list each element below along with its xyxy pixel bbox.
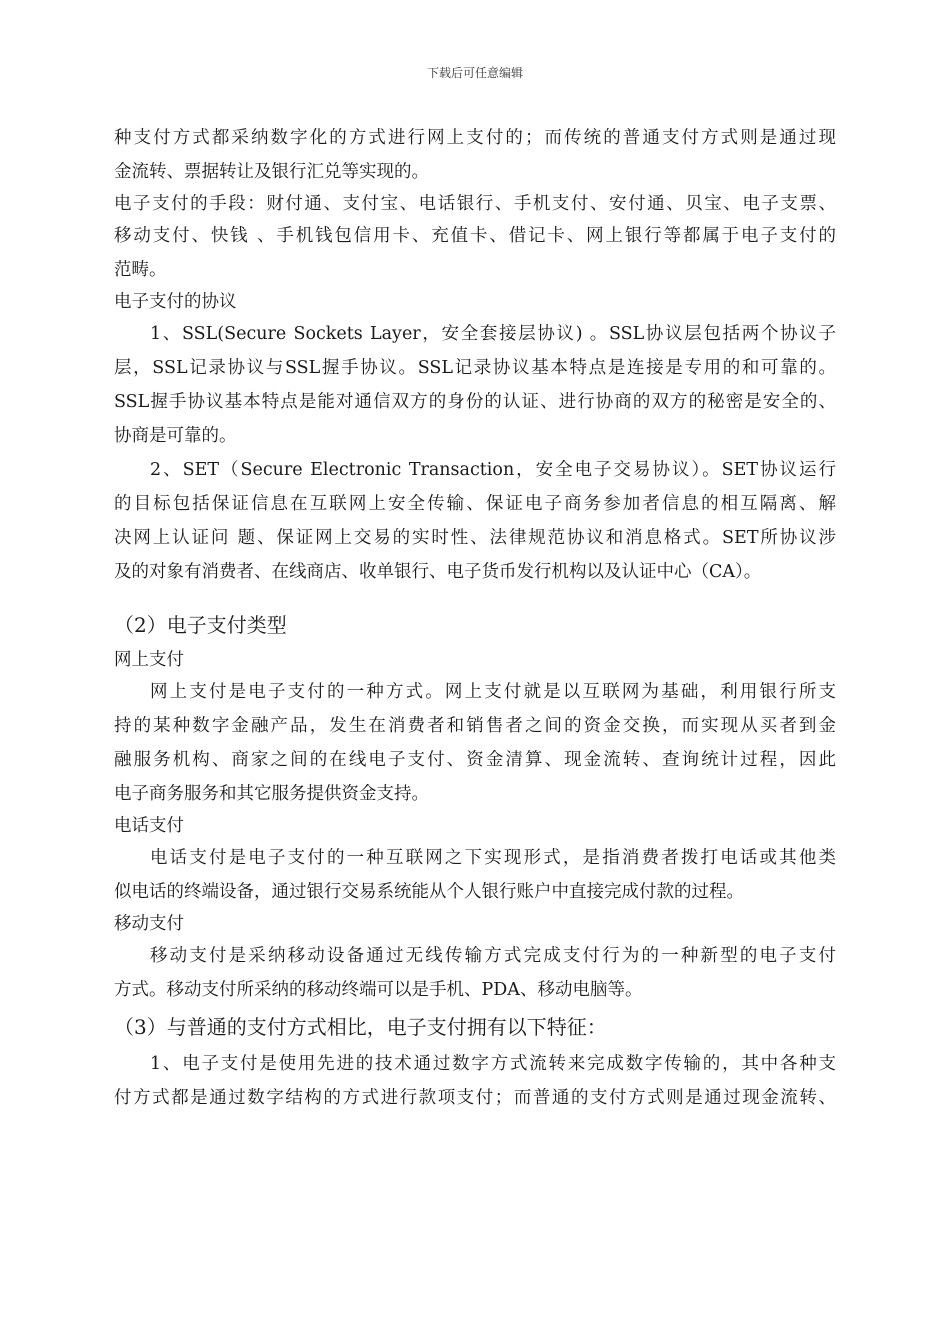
paragraph-line: 2、SET（Secure Electronic Transaction，安全电子交易协议）。SET协议运行 [150, 460, 836, 480]
paragraph-line: 协商是可靠的。 [114, 426, 237, 446]
paragraph-line: 及的对象有消费者、在线商店、收单银行、电子货币发行机构以及认证中心（CA）。 [114, 562, 762, 582]
paragraph-line: SSL握手协议基本特点是能对通信双方的身份的认证、进行协商的双方的秘密是安全的、 [114, 392, 836, 412]
section-label: 电话支付 [114, 816, 184, 836]
paragraph-line: 付方式都是通过数字结构的方式进行款项支付；而普通的支付方式则是通过现金流转、 [114, 1088, 836, 1108]
paragraph-line: 金流转、票据转让及银行汇兑等实现的。 [114, 162, 429, 182]
paragraph-line: 网上支付是电子支付的一种方式。网上支付就是以互联网为基础，利用银行所支 [150, 682, 836, 702]
spacer [114, 589, 836, 605]
section-heading: （3）与普通的支付方式相比，电子支付拥有以下特征： [114, 1015, 607, 1039]
paragraph-line: 的目标包括保证信息在互联网上安全传输、保证电子商务参加者信息的相互隔离、解 [114, 494, 836, 514]
section-heading: （2）电子支付类型 [114, 613, 287, 637]
paragraph-line: 1、电子支付是使用先进的技术通过数字方式流转来完成数字传输的，其中各种支 [150, 1054, 836, 1074]
paragraph-line: 电子商务服务和其它服务提供资金支持。 [114, 784, 429, 804]
paragraph-line: 层，SSL记录协议与SSL握手协议。SSL记录协议基本特点是连接是专用的和可靠的。 [114, 358, 836, 378]
section-label: 移动支付 [114, 914, 184, 934]
paragraph-line: 1、SSL(Secure Sockets Layer，安全套接层协议) 。SSL协议层包括两个协议子 [150, 324, 836, 344]
paragraph-line: 融服务机构、商家之间的在线电子支付、资金清算、现金流转、查询统计过程，因此 [114, 750, 836, 770]
page-header: 下载后可任意编辑 [426, 66, 523, 80]
paragraph-line: 决网上认证问 题、保证网上交易的实时性、法律规范协议和消息格式。SET所协议涉 [114, 528, 836, 548]
paragraph-line: 电子支付的手段：财付通、支付宝、电话银行、手机支付、安付通、贝宝、电子支票、 [114, 194, 836, 214]
paragraph-line: 持的某种数字金融产品，发生在消费者和销售者之间的资金交换，而实现从买者到金 [114, 716, 836, 736]
section-label: 电子支付的协议 [114, 292, 237, 312]
paragraph-line: 范畴。 [114, 260, 167, 280]
paragraph-line: 种支付方式都采纳数字化的方式进行网上支付的；而传统的普通支付方式则是通过现 [114, 128, 836, 148]
paragraph-line: 电话支付是电子支付的一种互联网之下实现形式，是指消费者拨打电话或其他类 [150, 848, 836, 868]
paragraph-line: 移动支付是采纳移动设备通过无线传输方式完成支付行为的一种新型的电子支付 [150, 946, 836, 966]
paragraph-line: 似电话的终端设备，通过银行交易系统能从个人银行账户中直接完成付款的过程。 [114, 882, 744, 902]
document-body [114, 121, 836, 1115]
paragraph-line: 移动支付、快钱 、手机钱包信用卡、充值卡、借记卡、网上银行等都属于电子支付的 [114, 226, 836, 246]
section-label: 网上支付 [114, 650, 184, 670]
paragraph-line: 方式。移动支付所采纳的移动终端可以是手机、PDA、移动电脑等。 [114, 980, 643, 1000]
